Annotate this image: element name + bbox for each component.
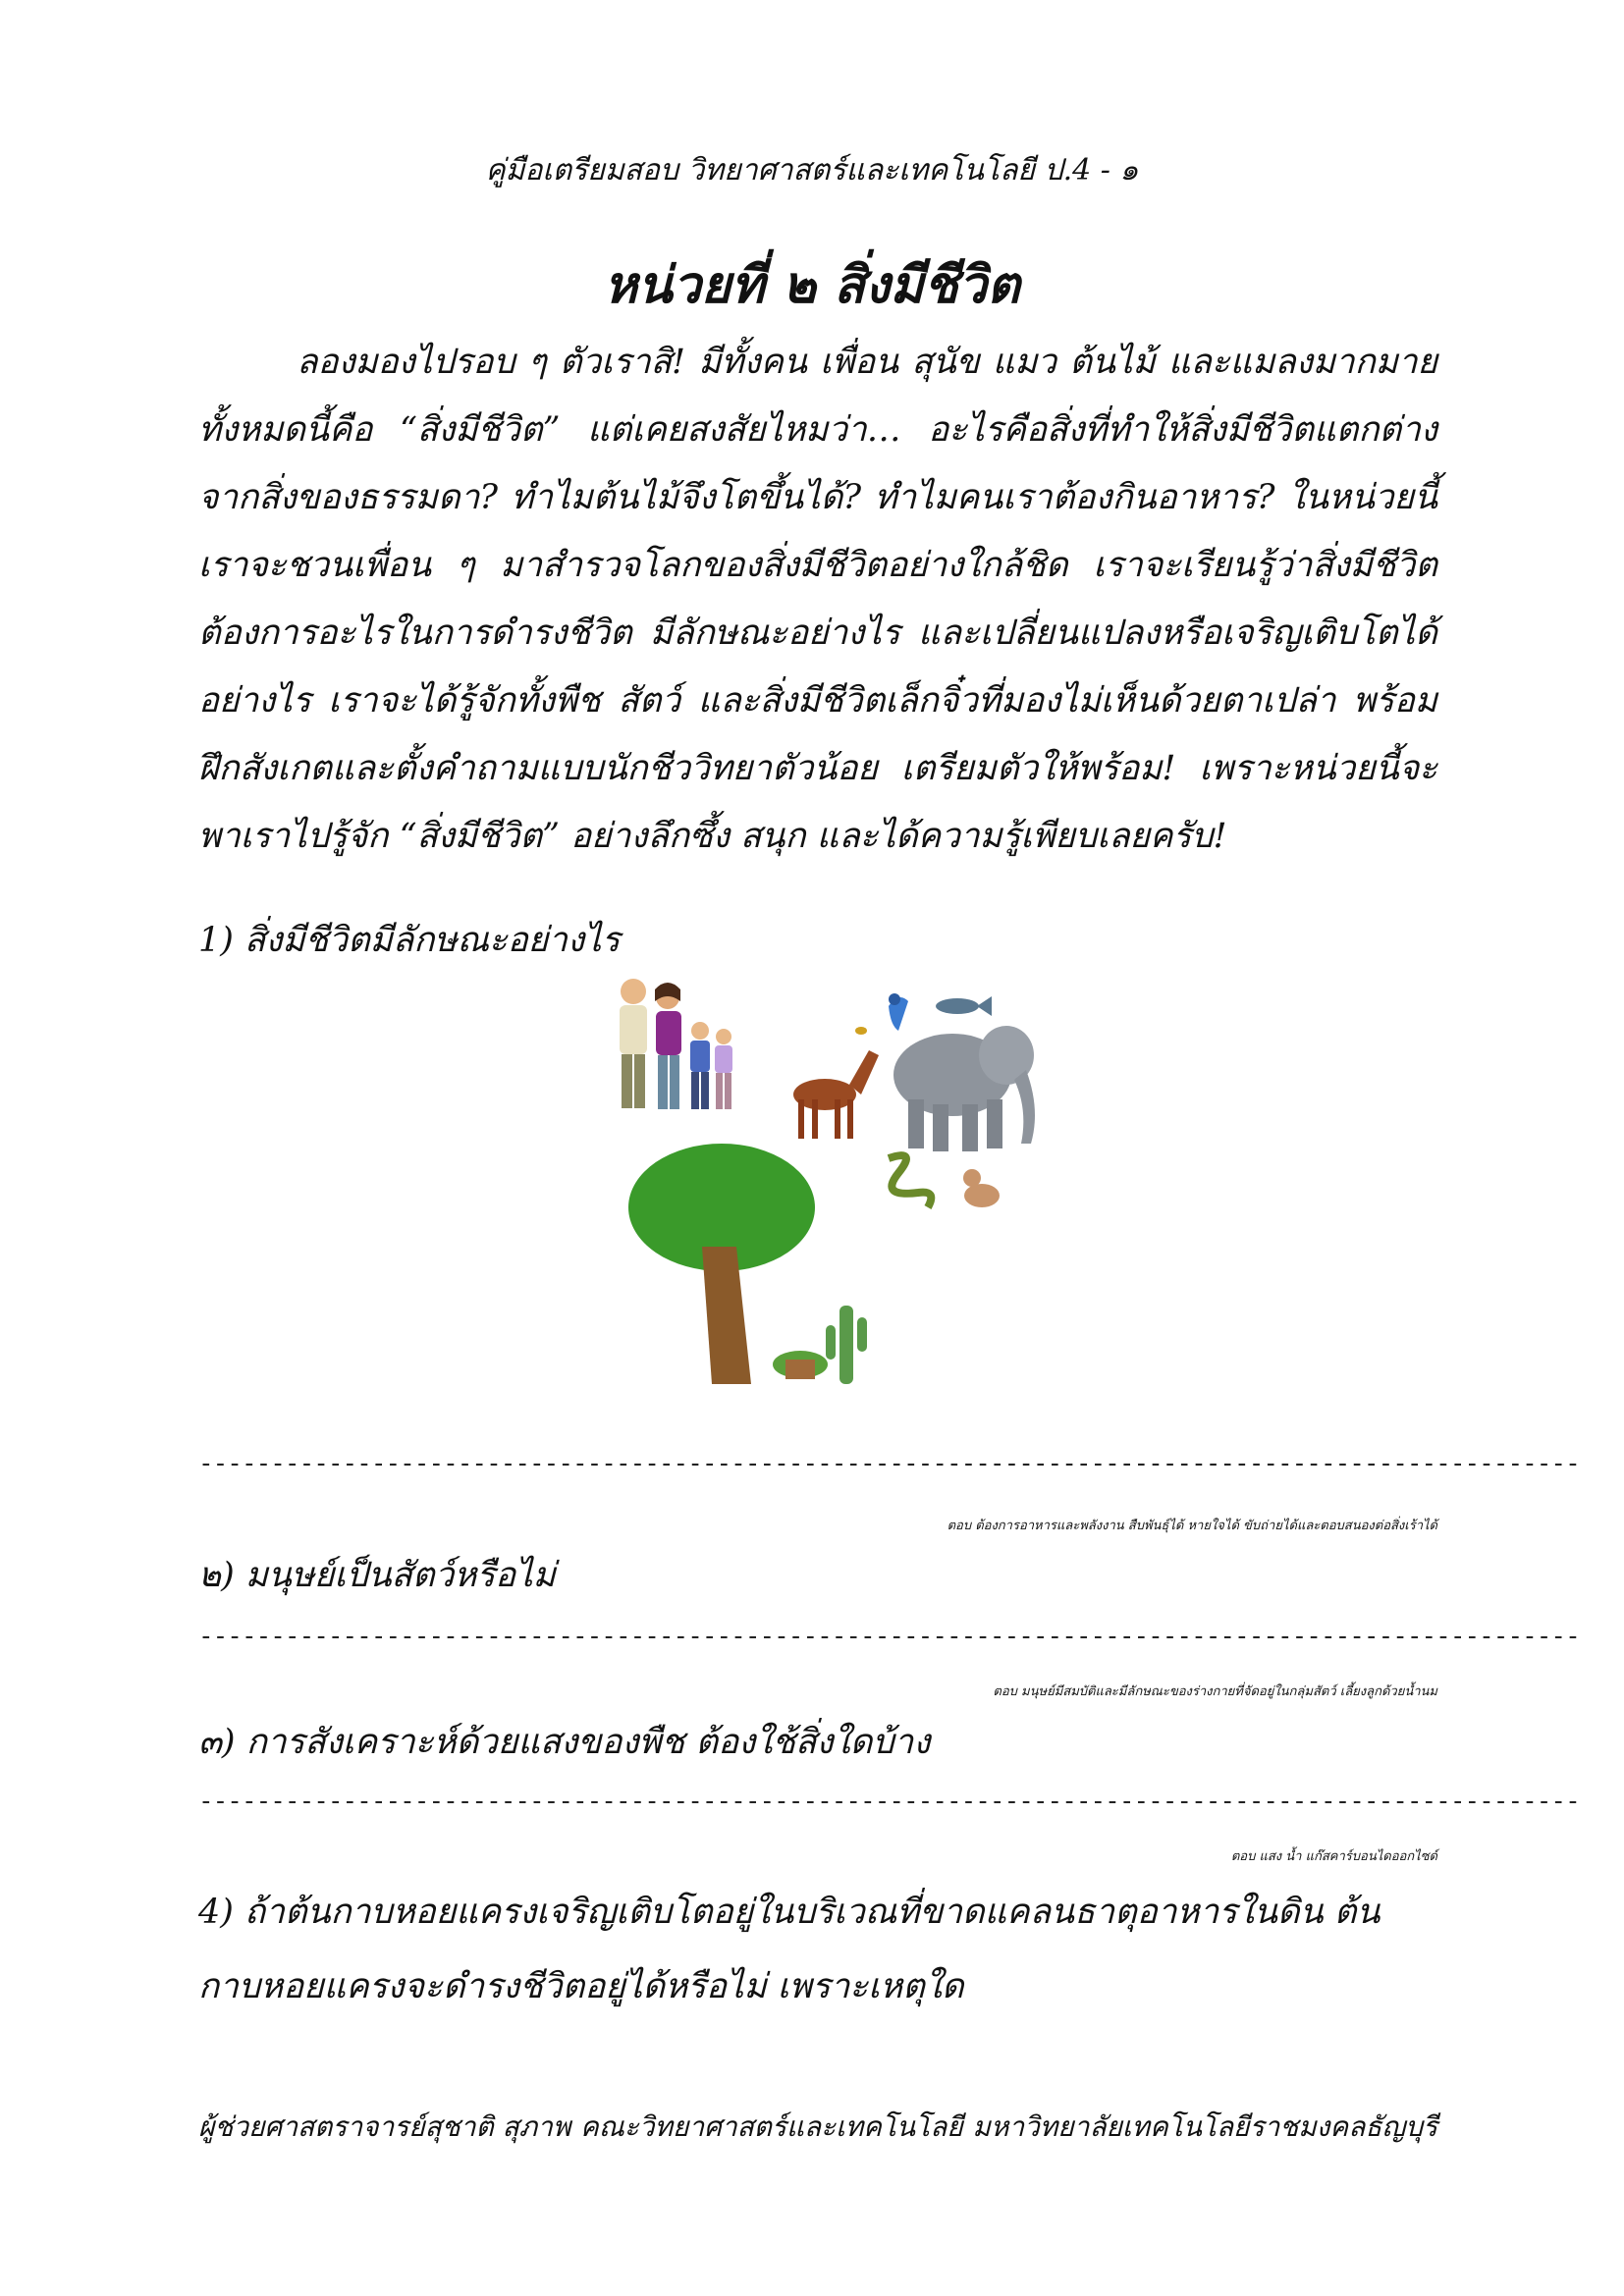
- question-3: ๓) การสังเคราะห์ด้วยแสงของพืช ต้องใช้สิ่งใดบ้าง: [198, 1723, 931, 1762]
- question-2: ๒) มนุษย์เป็นสัตว์หรือไม่: [198, 1556, 556, 1595]
- living-things-illustration: [604, 962, 1075, 1423]
- cactus-image: [826, 1306, 867, 1384]
- answer-line-3: ------------------------------------------------------------------------------------------------: [198, 1787, 1580, 1816]
- answer-line-1: ------------------------------------------------------------------------------------------------: [198, 1449, 1580, 1478]
- cat-image: [963, 1169, 1000, 1207]
- answer-line-2: ------------------------------------------------------------------------------------------------: [198, 1622, 1580, 1651]
- tree-image: [628, 1144, 815, 1384]
- page-footer: [198, 2106, 1437, 2149]
- snake-image: [889, 1155, 931, 1207]
- question-4: 4) ถ้าต้นกาบหอยแครงเจริญเติบโตอยู่ในบริเวณที่ขาดแคลนธาตุอาหารในดิน ต้นกาบหอยแครงจะดำรงชีวิตอยู่ได้หรือไม่ เพราะเหตุใด: [198, 1893, 1380, 2006]
- answer-2: ตอบ มนุษย์มีสมบัติและมีลักษณะของร่างกายที่จัดอยู่ในกลุ่มสัตว์ เลี้ยงลูกด้วยน้ำนม: [993, 1684, 1437, 1699]
- intro-paragraph: ลองมองไปรอบ ๆ ตัวเราสิ! มีทั้งคน เพื่อน สุนัข แมว ต้นไม้ และแมลงมากมาย ทั้งหมดนี้คือ “สิ่งมีชีวิต” แต่เคยสงสัยไหมว่า… อะไรคือสิ่งที่ทำให้สิ่งมีชีวิตแตกต่างจากสิ่งของธรรมดา? ทำไมต้นไม้จึงโตขึ้นได้? ทำไมคนเราต้องกินอาหาร? ในหน่วยนี้ เราจะชวนเพื่อน ๆ มาสำรวจโลกของสิ่งมีชีวิตอย่างใกล้ชิด เราจะเรียนรู้ว่าสิ่งมีชีวิตต้องการอะไรในการดำรงชีวิต มีลักษณะอย่างไร และเปลี่ยนแปลงหรือเจริญเติบโตได้อย่างไร เราจะได้รู้จักทั้งพืช สัตว์ และสิ่งมีชีวิตเล็กจิ๋วที่มองไม่เห็นด้วยตาเปล่า พร้อมฝึกสังเกตและตั้งคำถามแบบนักชีววิทยาตัวน้อย เตรียมตัวให้พร้อม! เพราะหน่วยนี้จะพาเราไปรู้จัก “สิ่งมีชีวิต” อย่างลึกซึ้ง สนุก และได้ความรู้เพียบเลยครับ!: [198, 343, 1437, 856]
- plant-image: [773, 1351, 828, 1379]
- footer-author: ผู้ช่วยศาสตราจารย์สุชาติ สุภาพ: [198, 2110, 571, 2143]
- elephant-image: [893, 1026, 1035, 1151]
- bird-image: [889, 993, 908, 1031]
- fish-image: [936, 996, 992, 1016]
- family-people-image: [620, 979, 732, 1109]
- horse-image: [793, 1050, 879, 1139]
- page-header: คู่มือเตรียมสอบ วิทยาศาสตร์และเทคโนโลยี ป.4 - ๑: [485, 153, 1139, 187]
- answer-1: ตอบ ต้องการอาหารและพลังงาน สืบพันธุ์ได้ หายใจได้ ขับถ่ายได้และตอบสนองต่อสิ่งเร้าได้: [947, 1519, 1437, 1533]
- question-1: 1) สิ่งมีชีวิตมีลักษณะอย่างไร: [198, 921, 621, 960]
- footer-university: มหาวิทยาลัยเทคโนโลยีราชมงคลธัญบุรี: [972, 2110, 1437, 2143]
- unit-title: หน่วยที่ ๒ สิ่งมีชีวิต: [604, 255, 1020, 315]
- bee-image: [855, 1027, 867, 1035]
- footer-faculty: คณะวิทยาศาสตร์และเทคโนโลยี: [580, 2110, 963, 2143]
- answer-3: ตอบ แสง น้ำ แก๊สคาร์บอนไดออกไซด์: [1230, 1849, 1437, 1864]
